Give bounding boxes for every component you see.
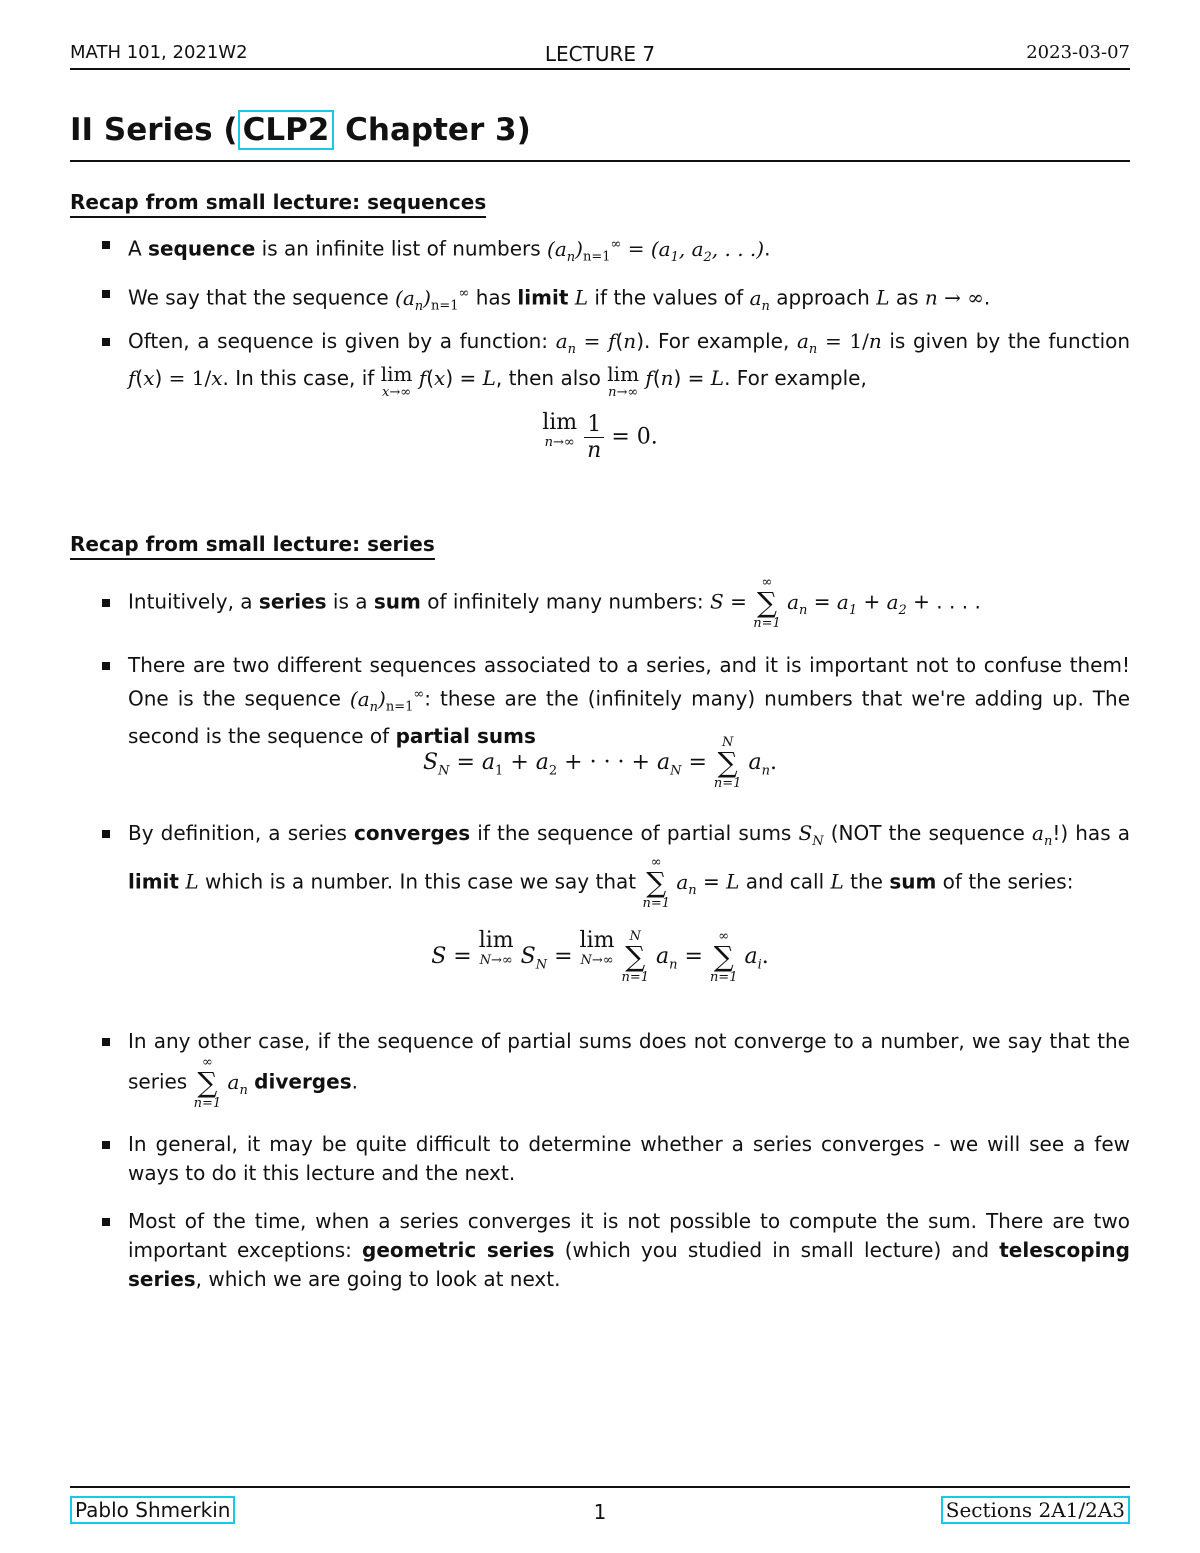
list-item: In any other case, if the sequence of partial sums does not converge to a number, we say that the series ∞ ∑ n=1 $a_n$ diverges. <box>128 1029 1130 1111</box>
bullet-icon <box>102 830 110 838</box>
equation-partial-sums: $S_N = a_1 + a_2$ + · · · + $a_N$ = N ∑ n=1 $a_n$. <box>423 735 777 791</box>
bullet-icon <box>102 1218 110 1226</box>
list-item: Often, a sequence is given by a function: $a_n = f(n)$. For example, $a_n = 1/n$ is given by the function f(x) = 1/x. In this case, if lim x→∞ f(x) = L, then also lim n→∞ f(n) = L. For example, <box>128 329 1131 400</box>
course-label: MATH 101, 2021W2 <box>70 42 248 63</box>
equation-limit: lim n→∞ $\frac{1}{n}$ = 0. <box>542 410 658 463</box>
bullet-icon <box>102 599 110 607</box>
list-item: Intuitively, a series is a sum of infinitely many numbers: S = ∞ ∑ n=1 $a_n = a_1 + a_2$ + . . . . <box>128 575 981 631</box>
clp2-link[interactable]: CLP2 <box>238 110 335 150</box>
list-item: By definition, a series converges if the sequence of partial sums $S_N$ (NOT the sequence $a_n$!) has a limit L which is a number. In this case we say that ∞ ∑ n=1 $a_n = L$ and call L the sum of the series: <box>128 821 1130 911</box>
list-item: There are two different sequences associated to a series, and it is important not to confuse them! One is the sequence $(a_n)_{n=1}^\infty$: these are the (infinitely many) numbers that we're adding up. The second is the sequence of partial sums <box>128 653 1131 748</box>
bullet-icon <box>102 662 110 670</box>
list-item: Most of the time, when a series converges it is not possible to compute the sum. There are two important exceptions: geometric series (which you studied in small lecture) and telescoping series, which we are going to look at next. <box>128 1209 1130 1291</box>
lecture-label: LECTURE 7 <box>544 42 656 66</box>
bullet-icon <box>102 1141 110 1149</box>
list-item: In general, it may be quite difficult to determine whether a series converges - we will see a few ways to do it this lecture and the next. <box>128 1132 1130 1185</box>
list-item: We say that the sequence $(a_n)_{n=1}^\infty$ has limit L if the values of $a_n$ approach L as n → ∞. <box>128 285 991 314</box>
page-footer <box>70 1486 1130 1532</box>
page-title <box>70 112 1130 162</box>
bullet-icon <box>102 290 110 298</box>
author-link[interactable]: Pablo Shmerkin <box>70 1496 235 1524</box>
page-number: 1 <box>593 1500 607 1524</box>
equation-sum-limit: S = lim N→∞ $S_N = \lim$ N→∞ N ∑ n=1 $a_n$ = ∞ ∑ n=1 $a_i$. <box>431 928 769 985</box>
bullet-icon <box>102 241 110 249</box>
title-suffix: Chapter 3) <box>334 112 531 148</box>
bullet-icon <box>102 1038 110 1046</box>
title-prefix: II Series ( <box>70 112 238 148</box>
page <box>70 0 1130 1553</box>
sections-link[interactable]: Sections 2A1/2A3 <box>941 1496 1130 1524</box>
list-item: A sequence is an infinite list of numbers $(a_n)_{n=1}^\infty = (a_1$, $a_2$, . . .). <box>128 236 771 265</box>
bullet-icon <box>102 338 110 346</box>
section-heading-sequences: Recap from small lecture: sequences <box>70 190 486 218</box>
page-header <box>70 40 1130 70</box>
section-heading-series: Recap from small lecture: series <box>70 532 435 560</box>
date-label: 2023-03-07 <box>1026 42 1130 63</box>
